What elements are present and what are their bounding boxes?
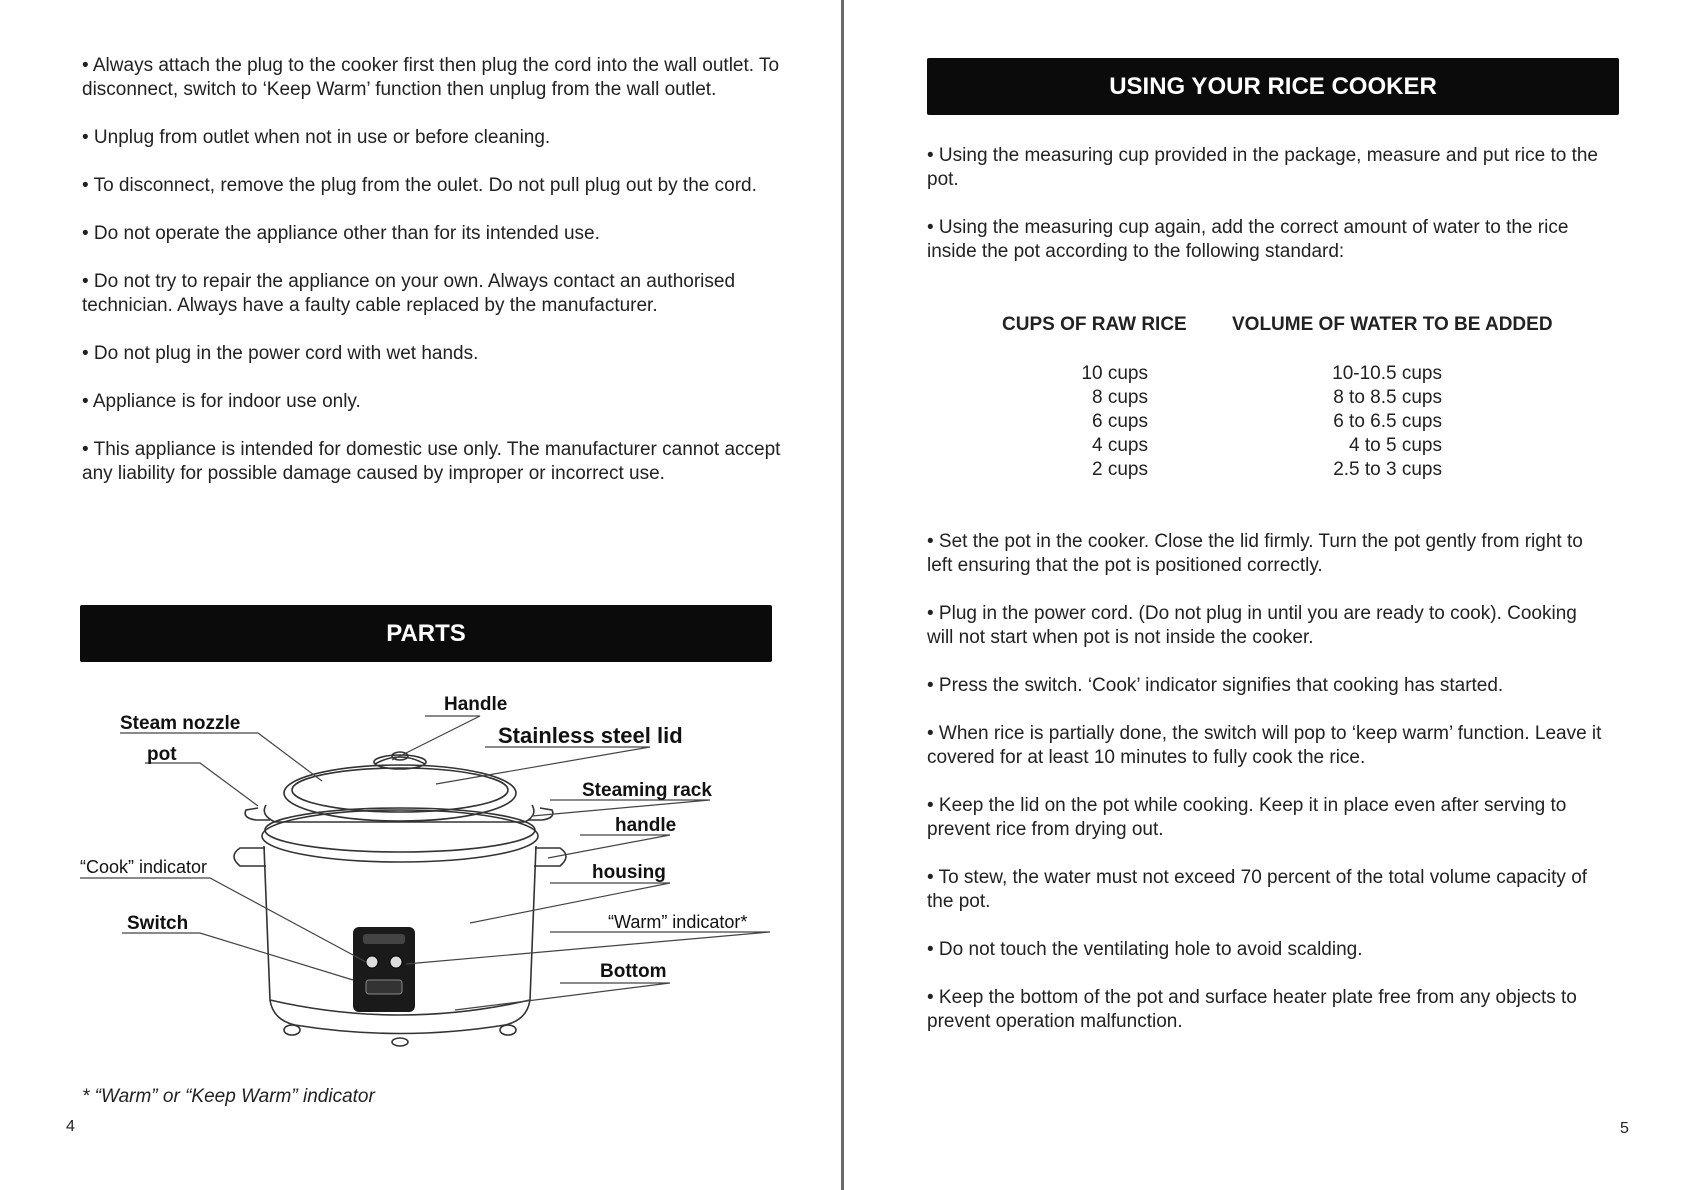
list-item: • Plug in the power cord. (Do not plug in until you are ready to cook). Cooking will not start when pot is not inside the cooker.: [927, 603, 1577, 648]
right-page: [842, 0, 1684, 1190]
parts-heading: PARTS: [80, 605, 772, 662]
label-steaming-rack: Steaming rack: [582, 780, 712, 801]
safety-bullet-list: [82, 54, 782, 510]
list-item: • Appliance is for indoor use only.: [82, 391, 361, 412]
table-header-water: VOLUME OF WATER TO BE ADDED: [1232, 314, 1553, 335]
table-cell: 10-10.5 cups: [1332, 363, 1442, 384]
label-pot: pot: [147, 744, 177, 765]
list-item: • To disconnect, remove the plug from the oulet. Do not pull plug out by the cord.: [82, 175, 757, 196]
footnote: * “Warm” or “Keep Warm” indicator: [82, 1086, 375, 1107]
label-bottom: Bottom: [600, 961, 667, 982]
list-item: • Always attach the plug to the cooker first then plug the cord into the wall outlet. To disconnect, switch to ‘Keep Warm’ function then unplug from the wall outlet.: [82, 55, 780, 100]
table-cell: 8 cups: [1092, 387, 1148, 408]
label-steam-nozzle: Steam nozzle: [120, 713, 241, 734]
list-item: • To stew, the water must not exceed 70 percent of the total volume capacity of the pot.: [927, 867, 1588, 912]
table-cell: 6 cups: [1092, 411, 1148, 432]
label-cook-indicator: “Cook” indicator: [80, 857, 208, 877]
list-item: • Do not try to repair the appliance on your own. Always contact an authorised technician. Always have a faulty cable replaced by the manufacturer.: [82, 271, 736, 316]
using-heading: USING YOUR RICE COOKER: [927, 58, 1619, 115]
list-item: • Keep the bottom of the pot and surface heater plate free from any objects to prevent operation malfunction.: [927, 987, 1577, 1032]
label-switch: Switch: [127, 913, 189, 934]
table-cell: 2.5 to 3 cups: [1333, 459, 1442, 480]
control-panel: [353, 927, 415, 1012]
table-cell: 10 cups: [1081, 363, 1148, 384]
page-number-right: 5: [1620, 1120, 1629, 1137]
table-header-rice: CUPS OF RAW RICE: [1002, 314, 1187, 335]
label-stainless-lid: Stainless steel lid: [498, 723, 683, 748]
list-item: • Using the measuring cup provided in the package, measure and put rice to the pot.: [927, 145, 1598, 190]
table-cell: 8 to 8.5 cups: [1333, 387, 1442, 408]
list-item: • When rice is partially done, the switch will pop to ‘keep warm’ function. Leave it covered for at least 10 minutes to fully cook the rice.: [927, 723, 1602, 768]
rice-cooker-diagram: [70, 680, 790, 1070]
page-number-left: 4: [66, 1118, 75, 1135]
list-item: • This appliance is intended for domestic use only. The manufacturer cannot accept any liability for possible damage caused by improper or incorrect use.: [82, 439, 781, 484]
instructions-bullet-list: [927, 530, 1602, 1058]
list-item: • Do not plug in the power cord with wet hands.: [82, 343, 479, 364]
table-cell: 2 cups: [1092, 459, 1148, 480]
list-item: • Do not touch the ventilating hole to avoid scalding.: [927, 939, 1363, 960]
intro-bullet-list: [927, 144, 1602, 288]
table-col-rice: [1002, 362, 1148, 482]
list-item: • Set the pot in the cooker. Close the lid firmly. Turn the pot gently from right to left ensuring that the pot is positioned correctly.: [927, 531, 1583, 576]
table-col-water: [1312, 362, 1442, 482]
table-cell: 4 to 5 cups: [1349, 435, 1442, 456]
list-item: • Press the switch. ‘Cook’ indicator signifies that cooking has started.: [927, 675, 1504, 696]
label-handle-side: handle: [615, 815, 677, 836]
label-handle-top: Handle: [444, 694, 508, 715]
list-item: • Keep the lid on the pot while cooking. Keep it in place even after serving to prevent rice from drying out.: [927, 795, 1567, 840]
label-warm-indicator: “Warm” indicator*: [608, 912, 748, 932]
list-item: • Do not operate the appliance other than for its intended use.: [82, 223, 600, 244]
list-item: • Using the measuring cup again, add the correct amount of water to the rice inside the pot according to the following standard:: [927, 217, 1569, 262]
label-housing: housing: [592, 862, 666, 883]
table-cell: 4 cups: [1092, 435, 1148, 456]
list-item: • Unplug from outlet when not in use or before cleaning.: [82, 127, 551, 148]
table-cell: 6 to 6.5 cups: [1333, 411, 1442, 432]
